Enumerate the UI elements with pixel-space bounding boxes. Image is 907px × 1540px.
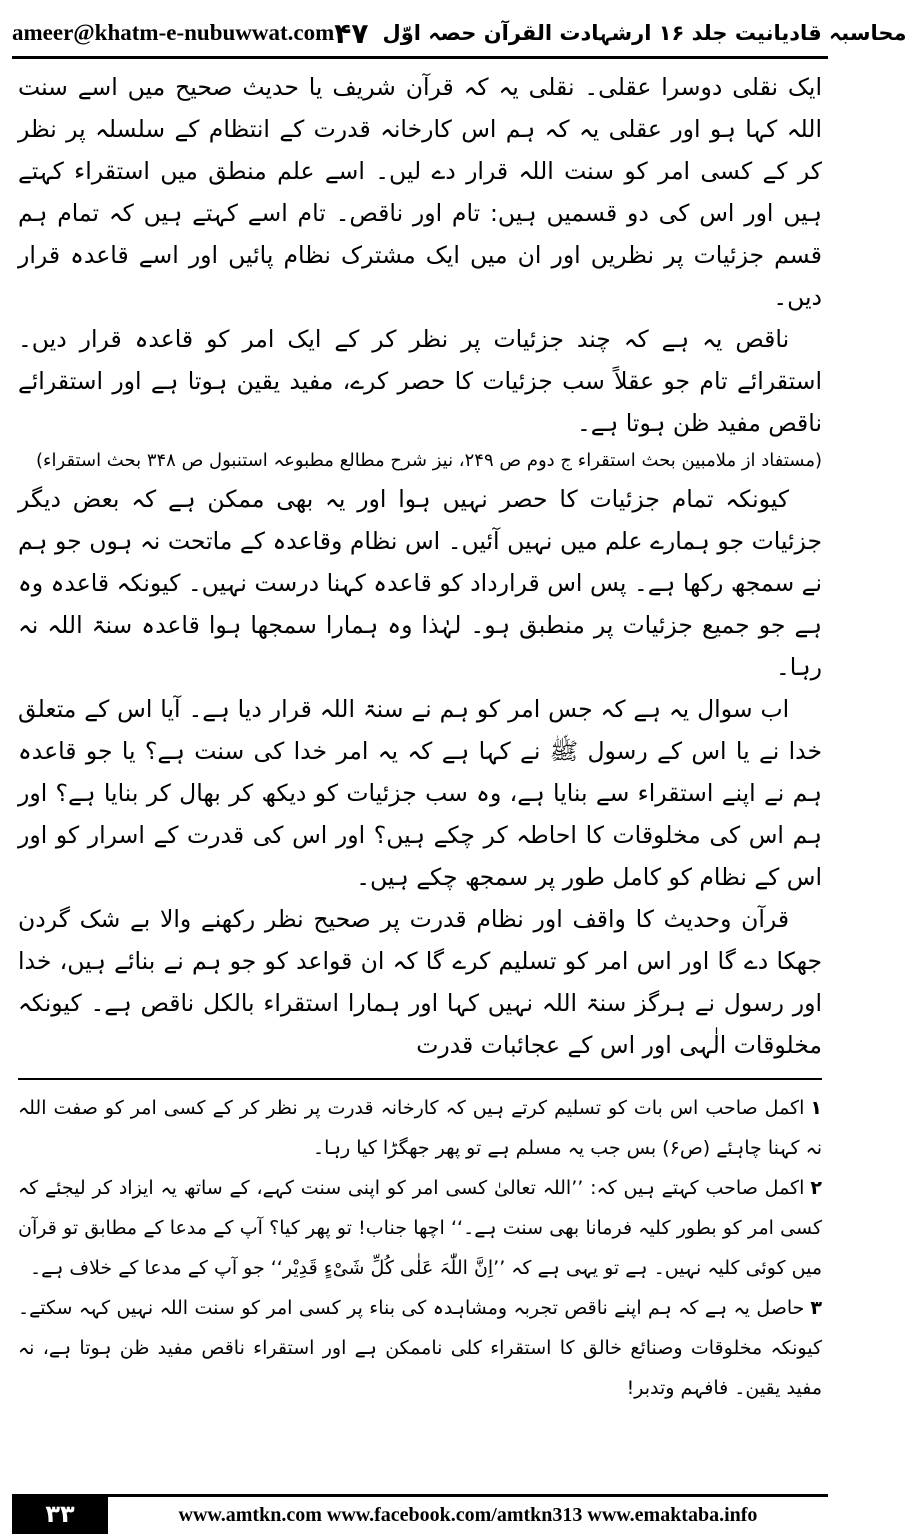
paragraph: ایک نقلی دوسرا عقلی۔ نقلی یہ کہ قرآن شریف یا حدیث صحیح میں اسے سنت اللہ کہا ہو اور عقلی یہ کہ ہم اس کارخانہ قدرت کے انتظام کے سلسلہ پر نظر کر کے کسی امر کو سنت اللہ قرار دے لیں۔ اسے علم منطق میں استقراء کہتے ہیں اور اس کی دو قسمیں ہیں: تام اور ناقص۔ تام اسے کہتے ہیں کہ تمام ہم قسم جزئیات پر نظریں اور ان میں ایک مشترک نظام پائیں اور اسے قاعدہ قرار دیں۔ [18, 73, 822, 311]
footnote [18, 1168, 822, 1288]
footnote-text: اکمل صاحب اس بات کو تسلیم کرتے ہیں کہ کارخانہ قدرت پر نظر کر کے کسی امر کو صفت اللہ نہ کہنا چاہئے (ص۶) بس جب یہ مسلم ہے تو پھر جھگڑا کیا رہا۔ [18, 1097, 822, 1159]
paragraph: قرآن وحدیث کا واقف اور نظام قدرت پر صحیح نظر رکھنے والا بے شک گردن جھکا دے گا اور اس امر کو تسلیم کرے گا کہ ان قواعد کو جو ہم نے بنائے ہیں، خدا اور رسول نے ہرگز سنۃ اللہ نہیں کہا اور ہمارا استقراء بالکل ناقص ہے۔ کیونکہ مخلوقات الٰہی اور اس کے عجائبات قدرت [18, 905, 822, 1059]
header-title-group [334, 17, 906, 50]
paragraph: اب سوال یہ ہے کہ جس امر کو ہم نے سنۃ اللہ قرار دیا ہے۔ آیا اس کے متعلق خدا نے یا اس کے رسول ﷺ نے کہا ہے کہ یہ امر خدا کی سنت ہے؟ یا جو قاعدہ ہم نے اپنے استقراء سے بنایا ہے، وہ سب جزئیات کو دیکھ کر بھال کر بنایا ہے؟ اور ہم اس کی مخلوقات کا احاطہ کر چکے ہیں؟ اور اس کی قدرت کے اسرار کو اور اس کے نظام کو کامل طور پر سمجھ چکے ہیں۔ [18, 695, 822, 891]
footnote [18, 1088, 822, 1168]
page-number-top: ۴۷ [334, 16, 369, 50]
footnote-mark: ۲ [810, 1177, 822, 1199]
main-text [18, 66, 822, 1408]
footnote-divider [18, 1078, 822, 1080]
footnote-mark: ۱ [810, 1097, 822, 1119]
header-email[interactable]: ameer@khatm-e-nubuwwat.com [12, 20, 335, 45]
footer-links[interactable]: www.amtkn.com www.facebook.com/amtkn313 www.emaktaba.info [108, 1494, 828, 1534]
paragraph: ناقص یہ ہے کہ چند جزئیات پر نظر کر کے ایک امر کو قاعدہ قرار دیں۔ استقرائے تام جو عقلاً سب جزئیات کا حصر کرے، مفید یقین ہوتا ہے اور استقرائے ناقص مفید ظن ہوتا ہے۔ [18, 325, 822, 437]
citation: (مستفاد از ملامبین بحث استقراء ج دوم ص ۲۴۹، نیز شرح مطالع مطبوعہ استنبول ص ۳۴۸ بحث استقراء) [36, 450, 822, 471]
footnote [18, 1288, 822, 1408]
footnote-mark: ۳ [810, 1297, 822, 1319]
book-title: محاسبہ قادیانیت جلد ۱۶ ارشہادت القرآن حصہ اوّل [382, 21, 907, 45]
page-header [12, 10, 907, 56]
footnote-text: حاصل یہ ہے کہ ہم اپنے ناقص تجربہ ومشاہدہ کی بناء پر کسی امر کو سنت اللہ نہیں کہہ سکتے۔ کیونکہ مخلوقات وصنائع خالق کا استقراء کلی ناممکن ہے اور استقراء ناقص مفید ظن ہوتا ہے، نہ مفید یقین۔ فافہم وتدبر! [18, 1297, 822, 1399]
footnote-text: اکمل صاحب کہتے ہیں کہ: ’’اللہ تعالیٰ کسی امر کو اپنی سنت کہے، کے ساتھ یہ ایزاد کر لیجئے کہ کسی امر کو بطور کلیہ فرمانا بھی سنت ہے۔‘‘ اچھا جناب! تو پھر کیا؟ آپ کے مدعا کے مطابق تو قرآن میں کوئی کلیہ نہیں۔ ہے تو یہی ہے کہ ’’اِنَّ اللّٰہَ عَلٰی کُلِّ شَیْءٍ قَدِیْر‘‘ جو آپ کے مدعا کے خلاف ہے۔ [18, 1177, 822, 1279]
header-divider [12, 56, 828, 59]
paragraph: کیونکہ تمام جزئیات کا حصر نہیں ہوا اور یہ بھی ممکن ہے کہ بعض دیگر جزئیات جو ہمارے علم میں نہیں آئیں۔ اس نظام وقاعدہ کے ماتحت نہ ہوں جو ہم نے سمجھ رکھا ہے۔ پس اس قرارداد کو قاعدہ کہنا درست نہیں۔ کیونکہ قاعدہ وہ ہے جو جمیع جزئیات پر منطبق ہو۔ لہٰذا وہ ہمارا سمجھا ہوا قاعدہ سنۃ اللہ نہ رہا۔ [18, 485, 822, 681]
page-number-bottom: ۳۳ [12, 1494, 108, 1534]
page-footer [12, 1494, 828, 1534]
